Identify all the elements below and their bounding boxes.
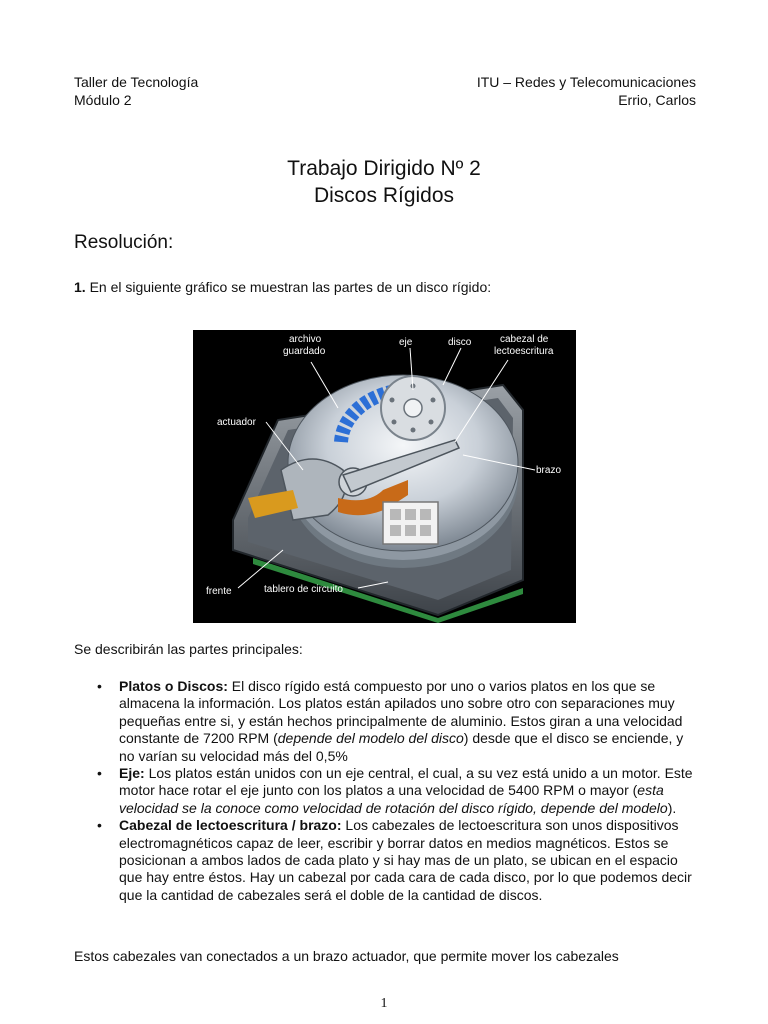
course-name: Taller de Tecnología	[74, 74, 199, 90]
list-item	[74, 765, 696, 817]
part-italic: esta velocidad se la conoce como velocidad de rotación del disco rígido, depende del modelo	[119, 782, 668, 816]
document-title	[0, 155, 768, 209]
label-brazo: brazo	[536, 465, 562, 476]
header-right	[477, 73, 696, 109]
label-disco: disco	[448, 337, 472, 348]
institution-name: ITU – Redes y Telecomunicaciones	[476, 74, 696, 90]
intro-number: 1.	[74, 279, 86, 295]
label-cabezal-2: lectoescritura	[494, 346, 554, 357]
parts-list	[74, 678, 696, 904]
body-paragraph: Estos cabezales van conectados a un brazo actuador, que permite mover los cabezales	[74, 948, 619, 964]
label-tablero: tablero de circuito	[264, 584, 343, 595]
part-text-end: ) desde que el disco se enciende, y no varían su velocidad más del 0,5%	[119, 730, 684, 764]
part-text: El disco rígido está compuesto por uno o varios platos en los que se almacena la información. Los platos están apilados uno sobre otro con separaciones muy pequeñas entre si, y están hechos principalmente de aluminio. Estos giran a una velocidad constante de 7200 RPM (	[119, 678, 683, 747]
list-item	[74, 678, 696, 765]
parts-intro: Se describirán las partes principales:	[74, 641, 303, 657]
part-term: Platos o Discos:	[119, 678, 228, 694]
part-text-end: ).	[667, 799, 677, 816]
intro-paragraph	[74, 279, 491, 295]
section-heading: Resolución:	[74, 232, 174, 253]
page-number: 1	[380, 996, 388, 1011]
spindle-center	[404, 399, 422, 417]
part-text: Los platos están unidos con un eje central, el cual, a su vez está unido a un motor. Este motor hace rotar el eje junto con los platos a una velocidad de 5400 RPM o mayor (	[119, 765, 693, 799]
part-term: Cabezal de lectoescritura / brazo:	[119, 817, 342, 834]
label-frente: frente	[206, 586, 232, 597]
part-term: Eje:	[119, 765, 145, 782]
header-left	[74, 73, 198, 109]
part-italic: depende del modelo del disco	[277, 730, 464, 747]
author-name: Errio, Carlos	[618, 92, 696, 108]
title-line-2: Discos Rígidos	[313, 184, 455, 207]
label-archivo-1: archivo	[289, 334, 322, 345]
title-line-1: Trabajo Dirigido Nº 2	[287, 157, 481, 180]
label-cabezal-1: cabezal de	[500, 334, 549, 345]
label-eje: eje	[399, 337, 413, 348]
list-item	[74, 817, 696, 904]
label-actuador: actuador	[217, 417, 256, 428]
hard-disk-illustration	[193, 330, 576, 623]
part-text: Los cabezales de lectoescritura son unos dispositivos electromagnéticos capaz de leer, escribir y borrar datos en medios magnéticos. Estos se posicionan a ambos lados de cada plato y si hay mas de un plato, se ubican en el espacio que hay entre éstos. Hay un cabezal por cada cara de cada disco, por lo que podemos decir que la cantidad de cabezales será el doble de la cantidad de discos.	[119, 817, 692, 903]
label-archivo-2: guardado	[283, 346, 326, 357]
hard-disk-figure	[193, 330, 576, 623]
connector	[383, 502, 438, 544]
intro-text: En el siguiente gráfico se muestran las partes de un disco rígido:	[85, 279, 492, 295]
module-name: Módulo 2	[74, 92, 132, 108]
